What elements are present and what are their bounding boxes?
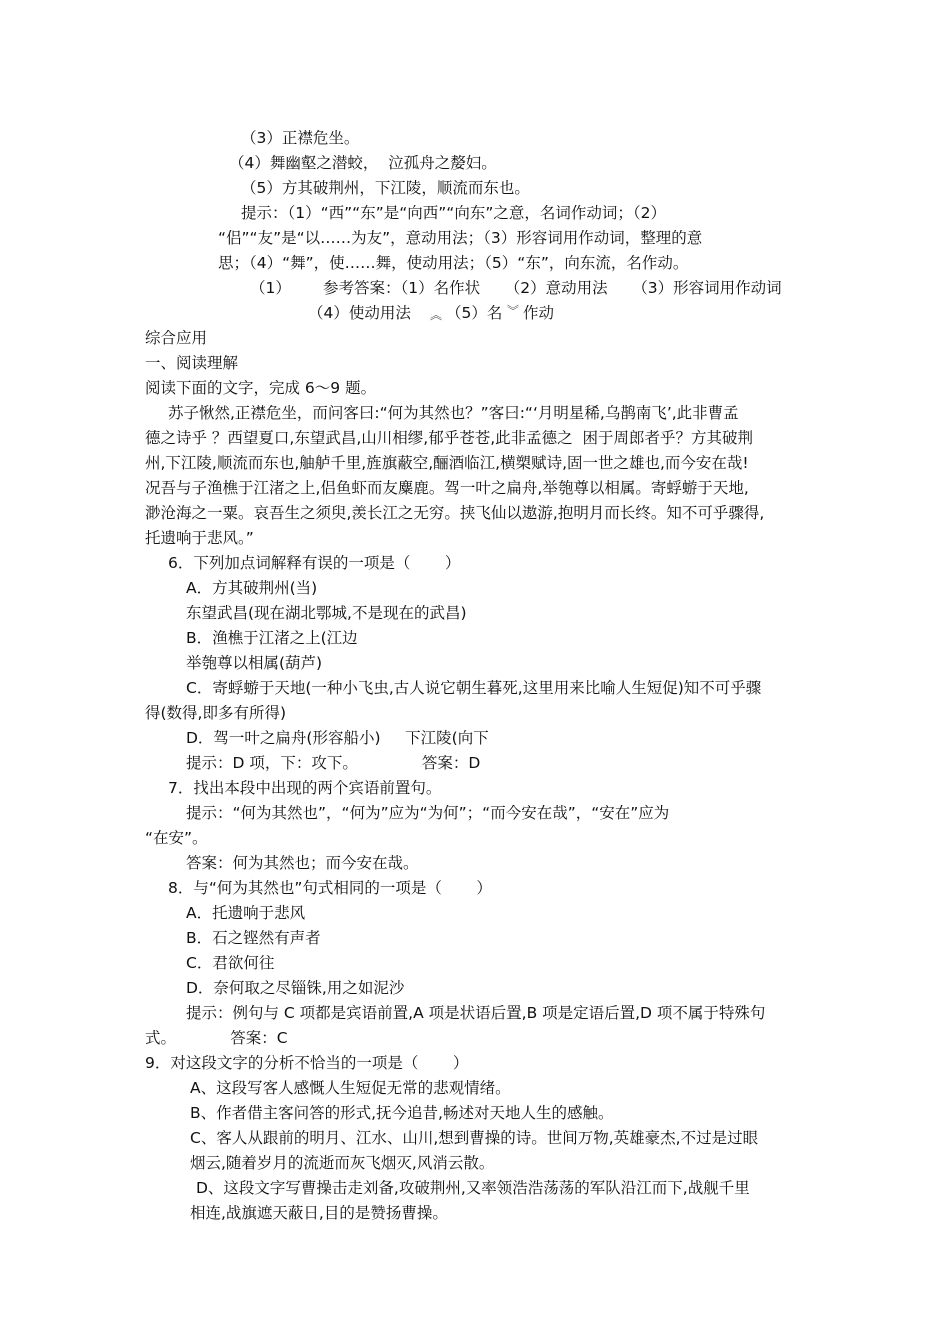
- q9-option-b: B、作者借主客问答的形式,抚今追昔,畅述对天地人生的感触。: [190, 1104, 614, 1122]
- section-intro: 阅读下面的文字，完成 6～9 题。: [145, 379, 377, 397]
- q6-option-a: A．方其破荆州(当): [186, 579, 318, 597]
- passage-line: 渺沧海之一粟。哀吾生之须臾,羡长江之无穷。挟飞仙以遨游,抱明月而长终。知不可乎骤得,: [145, 504, 765, 522]
- q9-option-d-cont: 相连,战旗遮天蔽日,目的是赞扬曹操。: [190, 1204, 448, 1222]
- q6-stem: 6．下列加点词解释有误的一项是（ ）: [168, 554, 461, 572]
- q7-stem: 7．找出本段中出现的两个宾语前置句。: [168, 779, 442, 797]
- answer-line-1: 参考答案：（1）名作状 （2）意动用法 （3）形容词用作动词: [323, 279, 782, 297]
- passage-line: 苏子愀然,正襟危坐，而问客曰:“何为其然也？”客曰:“‘月明星稀,乌鹊南飞’,此非曹孟: [168, 404, 739, 422]
- q9-stem: 9．对这段文字的分析不恰当的一项是（ ）: [145, 1054, 469, 1072]
- q7-answer: 答案：何为其然也；而今安在哉。: [186, 854, 419, 872]
- q7-hint-cont: “在安”。: [145, 829, 208, 847]
- answer-line-2c: 作动: [523, 304, 555, 322]
- item-3: （3）正襟危坐。: [241, 129, 360, 147]
- passage-line: 托遗响于悲风。”: [145, 529, 254, 547]
- q8-stem: 8．与“何为其然也”句式相同的一项是（ ）: [168, 879, 492, 897]
- q8-option-b: B．石之铿然有声者: [186, 929, 321, 947]
- item-4: （4）舞幽壑之潜蛟， 泣孤舟之嫠妇。: [229, 154, 497, 172]
- passage-line: 州,下江陵,顺流而东也,舳舻千里,旌旗蔽空,酾酒临江,横槊赋诗,固一世之雄也,而今安在哉!: [145, 454, 749, 472]
- q9-option-c: C、客人从跟前的明月、江水、山川,想到曹操的诗。世间万物,英雄豪杰,不过是过眼: [190, 1129, 759, 1147]
- q6-option-a-cont: 东望武昌(现在湖北鄂城,不是现在的武昌): [186, 604, 467, 622]
- q8-hint-cont: 式。 答案：C: [145, 1029, 288, 1047]
- q8-hint: 提示：例句与 C 项都是宾语前置,A 项是状语后置,B 项是定语后置,D 项不属于特殊句: [186, 1004, 766, 1022]
- hint-line-1: 提示：（1）“西”“东”是“向西”“向东”之意，名词作动词；（2）: [241, 204, 666, 222]
- section-subtitle: 一、阅读理解: [145, 354, 239, 372]
- q6-option-d: D．驾一叶之扁舟(形容船小) 下江陵(向下: [186, 729, 489, 747]
- q7-hint: 提示：“何为其然也”，“何为”应为“为何”；“而今安在哉”，“安在”应为: [186, 804, 670, 822]
- q9-option-c-cont: 烟云,随着岁月的流逝而灰飞烟灭,风消云散。: [190, 1154, 495, 1172]
- answer-number: （1）: [250, 279, 291, 297]
- item-5: （5）方其破荆州，下江陵，顺流而东也。: [241, 179, 530, 197]
- passage-line: 德之诗乎 ？西望夏口,东望武昌,山川相缪,郁乎苍苍,此非孟德之 困于周郎者乎？方其破荆: [145, 429, 753, 447]
- q8-option-a: A．托遗响于悲风: [186, 904, 306, 922]
- q9-option-a: A、这段写客人感慨人生短促无常的悲观情绪。: [190, 1079, 511, 1097]
- q6-option-b-cont: 举匏尊以相属(葫芦): [186, 654, 323, 672]
- q8-option-d: D．奈何取之尽锱铢,用之如泥沙: [186, 979, 405, 997]
- passage-line: 况吾与子渔樵于江渚之上,侣鱼虾而友麋鹿。驾一叶之扁舟,举匏尊以相属。寄蜉蝣于天地,: [145, 479, 749, 497]
- q9-option-d: D、这段文字写曹操击走刘备,攻破荆州,又率领浩浩荡荡的军队沿江而下,战舰千里: [196, 1179, 750, 1197]
- answer-line-2a: （4）使动用法: [308, 304, 411, 322]
- q6-option-c: C．寄蜉蝣于天地(一种小飞虫,古人说它朝生暮死,这里用来比喻人生短促)知不可乎骤: [186, 679, 762, 697]
- section-title: 综合应用: [145, 329, 208, 347]
- double-chevron-up-icon: ︽: [430, 308, 443, 322]
- q6-option-c-cont: 得(数得,即多有所得): [145, 704, 287, 722]
- q6-hint: 提示：D 项，下：攻下。 答案：D: [186, 754, 481, 772]
- double-chevron-down-icon: ︾: [507, 304, 520, 318]
- q6-option-b: B．渔樵于江渚之上(江边: [186, 629, 358, 647]
- answer-line-2b: （5）名: [446, 304, 503, 322]
- hint-line-3: 思；（4）“舞”，使……舞，使动用法；（5）“东”，向东流，名作动。: [218, 254, 689, 272]
- hint-line-2: “侣”“友”是“以……为友”，意动用法；（3）形容词用作动词，整理的意: [218, 229, 703, 247]
- q8-option-c: C．君欲何往: [186, 954, 275, 972]
